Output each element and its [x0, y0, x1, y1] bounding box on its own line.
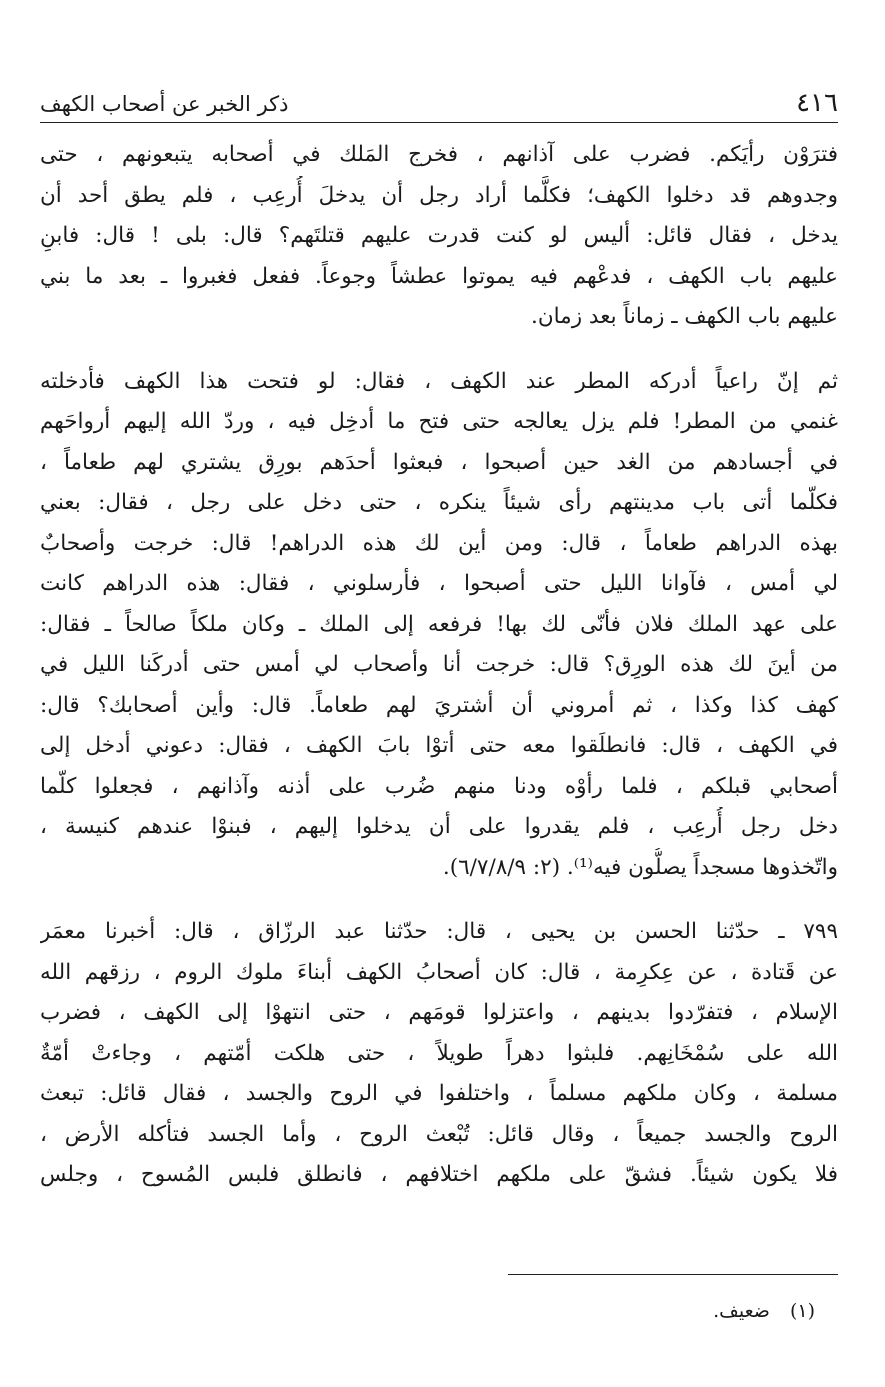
- text-line: فلا يكون شيئاً. فشقّ على ملكهم اختلافهم ، فانطلق فلبس المُسوح ، وجلس: [40, 1162, 838, 1187]
- paragraph-1: [40, 135, 838, 338]
- body-text: [40, 135, 838, 1196]
- text-line: على عهد الملك فلان فأنّى لك بها! فرفعه إلى الملك ـ وكان ملكاً صالحاً ـ فقال:: [40, 611, 838, 637]
- text-line: يدخل ، فقال قائل: أليس لو كنت قدرت عليهم قتلتَهم؟ قال: بلى ! قال: فابنِ: [40, 223, 838, 248]
- paragraph-3: [40, 912, 838, 1196]
- page-number: ٤١٦: [796, 88, 838, 118]
- text-line: دخل رجل أُرعِب ، فلم يقدروا على أن يدخلوا إليهم ، فبنوْا عندهم كنيسة ،: [40, 814, 838, 839]
- text-line: في أجسادهم من الغد حين أصبحوا ، فبعثوا أحدَهم بورِق يشتري لهم طعاماً ،: [40, 449, 838, 475]
- text-line: من أينَ لك هذه الورِق؟ قال: خرجت أنا وأصحاب لي أمس حتى أدركَنا الليل في: [40, 652, 838, 677]
- text-line: ثم إنّ راعياً أدركه المطر عند الكهف ، فقال: لو فتحت هذا الكهف فأدخلته: [40, 368, 838, 394]
- paragraph-2: [40, 362, 838, 889]
- paragraph-gap: [40, 888, 838, 912]
- text-line: ٧٩٩ ـ حدّثنا الحسن بن يحيى ، قال: حدّثنا عبد الرزّاق ، قال: أخبرنا معمَر: [40, 919, 838, 944]
- footnote-divider: [508, 1274, 838, 1275]
- running-header: [40, 88, 838, 123]
- text-line: فكلّما أتى باب مدينتهم رأى شيئاً ينكره ، حتى دخل على رجل ، فقال: بعني: [40, 490, 838, 515]
- text-line: عليهم باب الكهف ـ زماناً بعد زمان.: [531, 304, 838, 329]
- text-line: غنمي من المطر! فلم يزل يعالجه حتى فتح ما أدخِل فيه ، وردّ الله إليهم أرواحَهم: [40, 409, 838, 434]
- text-line: في الكهف ، قال: فانطلَقوا معه حتى أتوْا بابَ الكهف ، فقال: دعوني أدخل إلى: [40, 733, 838, 758]
- text-line: مسلمة ، وكان ملكهم مسلماً ، واختلفوا في الروح والجسد ، فقال قائل: تبعث: [40, 1081, 838, 1106]
- text-line: الله على سُمْخَانِهم. فلبثوا دهراً طويلاً ، حتى هلكت أمّتهم ، وجاءتْ أمّةٌ: [40, 1040, 838, 1066]
- text-line: فترَوْن رأيَكم. فضرب على آذانهم ، فخرج المَلك في أصحابه يتبعونهم ، حتى: [40, 142, 838, 167]
- text-line: أصحابي قبلكم ، فلما رأوْه ودنا منهم ضُرب على أذنه وآذانهم ، فجعلوا كلّما: [40, 773, 838, 799]
- text-line: بهذه الدراهم طعاماً ، قال: ومن أين لك هذه الدراهم! قال: خرجت وأصحابٌ: [40, 530, 838, 556]
- text-line: كهف كذا وكذا ، ثم أمروني أن أشتريَ لهم طعاماً. قال: وأين أصحابك؟ قال:: [40, 692, 838, 718]
- footnote: [713, 1296, 815, 1326]
- chapter-title: ذكر الخبر عن أصحاب الكهف: [40, 92, 289, 116]
- footnote-text: ضعيف.: [713, 1300, 770, 1322]
- text-line: واتّخذوها مسجداً يصلُّون فيه⁽¹⁾. (٢: ٦/٧/٨/٩).: [442, 854, 838, 880]
- text-line: الروح والجسد جميعاً ، وقال قائل: تُبْعث الروح ، وأما الجسد فتأكله الأرض ،: [40, 1121, 838, 1147]
- text-line: الإسلام ، فتفرّدوا بدينهم ، واعتزلوا قومَهم ، حتى انتهوْا إلى الكهف ، فضرب: [40, 1000, 838, 1025]
- text-line: لي أمس ، فآوانا الليل حتى أصبحوا ، فأرسلوني ، فقال: هذه الدراهم كانت: [40, 571, 838, 596]
- footnote-marker: (١): [789, 1300, 815, 1322]
- text-line: وجدوهم قد دخلوا الكهف؛ فكلَّما أراد رجل أن يدخلَ أُرعِب ، فلم يطق أحد أن: [40, 182, 838, 208]
- paragraph-gap: [40, 338, 838, 362]
- text-line: عليهم باب الكهف ، فدعْهم فيه يموتوا عطشاً وجوعاً. ففعل فغبروا ـ بعد ما بني: [40, 263, 838, 289]
- text-line: عن قَتادة ، عن عِكرِمة ، قال: كان أصحابُ الكهف أبناءَ ملوك الروم ، رزقهم الله: [40, 959, 838, 985]
